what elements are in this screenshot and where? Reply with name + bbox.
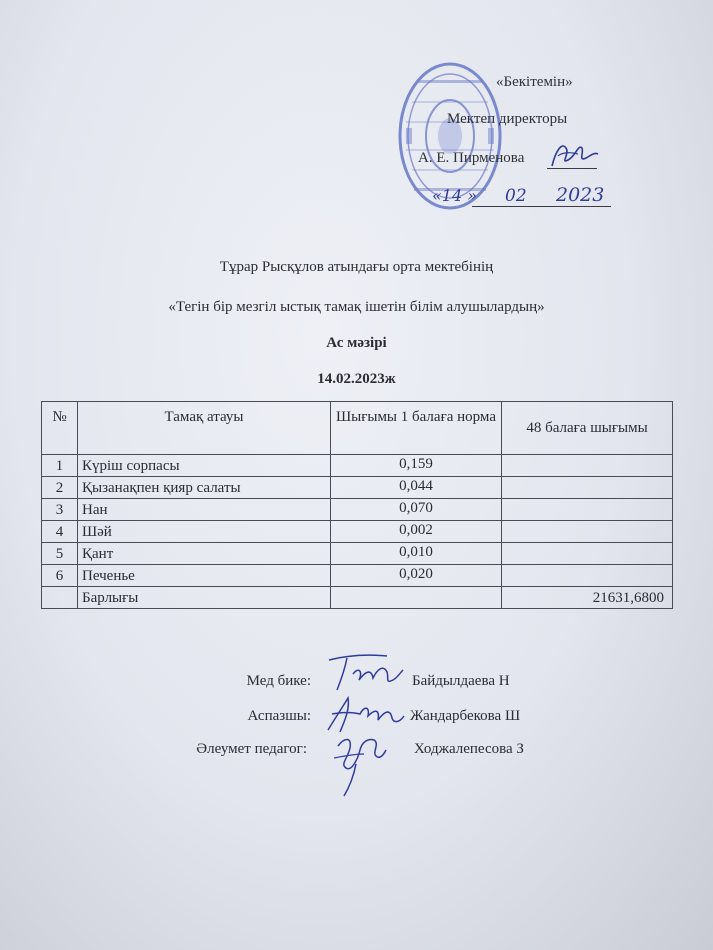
signatory-name-social-pedagogue: Ходжалепесова З <box>414 741 524 757</box>
table-row <box>42 521 673 543</box>
nurse-signature <box>325 650 405 694</box>
header-number: № <box>42 402 78 455</box>
row-number: 6 <box>42 565 78 587</box>
total-value: 21631,6800 <box>502 587 673 609</box>
approval-heading: «Бекітемін» <box>496 74 573 90</box>
table-row <box>42 565 673 587</box>
row-norm: 0,159 <box>331 455 502 477</box>
signatory-role-nurse: Мед бике: <box>246 673 311 689</box>
row-total <box>502 455 673 477</box>
row-number: 3 <box>42 499 78 521</box>
table-total-row <box>42 587 673 609</box>
row-dish-name: Қант <box>78 543 331 565</box>
total-label: Барлығы <box>78 587 331 609</box>
row-number: 4 <box>42 521 78 543</box>
row-norm: 0,070 <box>331 499 502 521</box>
total-row-number <box>42 587 78 609</box>
row-dish-name: Нан <box>78 499 331 521</box>
year-underline <box>546 206 611 207</box>
document-subtitle: «Тегін бір мезгіл ыстық тамақ ішетін білім алушылардың» <box>168 299 545 315</box>
row-total <box>502 499 673 521</box>
row-number: 1 <box>42 455 78 477</box>
menu-table <box>41 401 673 609</box>
header-total-48: 48 балаға шығымы <box>502 402 673 455</box>
director-title: Мектеп директоры <box>447 111 568 127</box>
row-number: 2 <box>42 477 78 499</box>
table-row <box>42 499 673 521</box>
header-norm: Шығымы 1 балаға норма <box>331 402 502 455</box>
header-dish-name: Тамақ атауы <box>78 402 331 455</box>
table-row <box>42 477 673 499</box>
row-norm: 0,010 <box>331 543 502 565</box>
menu-date: 14.02.2023ж <box>317 371 396 387</box>
row-total <box>502 521 673 543</box>
school-title: Тұрар Рысқұлов атындағы орта мектебінің <box>219 259 494 275</box>
signatory-name-cook: Жандарбекова Ш <box>410 708 521 724</box>
director-name: А. Е. Пирменова <box>418 150 525 166</box>
table-header-row <box>42 402 673 455</box>
row-total <box>502 565 673 587</box>
row-total <box>502 543 673 565</box>
row-dish-name: Күріш сорпасы <box>78 455 331 477</box>
row-dish-name: Қызанақпен қияр салаты <box>78 477 331 499</box>
row-number: 5 <box>42 543 78 565</box>
signatory-role-social-pedagogue: Әлеумет педагог: <box>196 741 307 757</box>
total-norm-empty <box>331 587 502 609</box>
signatory-role-cook: Аспазшы: <box>247 708 311 724</box>
signatory-name-nurse: Байдылдаева Н <box>412 673 510 689</box>
menu-heading: Ас мәзірі <box>326 335 387 351</box>
approval-date-year: 2023 <box>556 184 605 206</box>
row-norm: 0,020 <box>331 565 502 587</box>
approval-date-day: «14 » <box>432 186 478 205</box>
social-pedagogue-signature <box>330 728 392 800</box>
row-total <box>502 477 673 499</box>
table-row <box>42 455 673 477</box>
row-dish-name: Шәй <box>78 521 331 543</box>
director-signature <box>548 138 600 172</box>
row-dish-name: Печенье <box>78 565 331 587</box>
table-row <box>42 543 673 565</box>
row-norm: 0,002 <box>331 521 502 543</box>
approval-date-month: 02 <box>505 186 527 206</box>
row-norm: 0,044 <box>331 477 502 499</box>
